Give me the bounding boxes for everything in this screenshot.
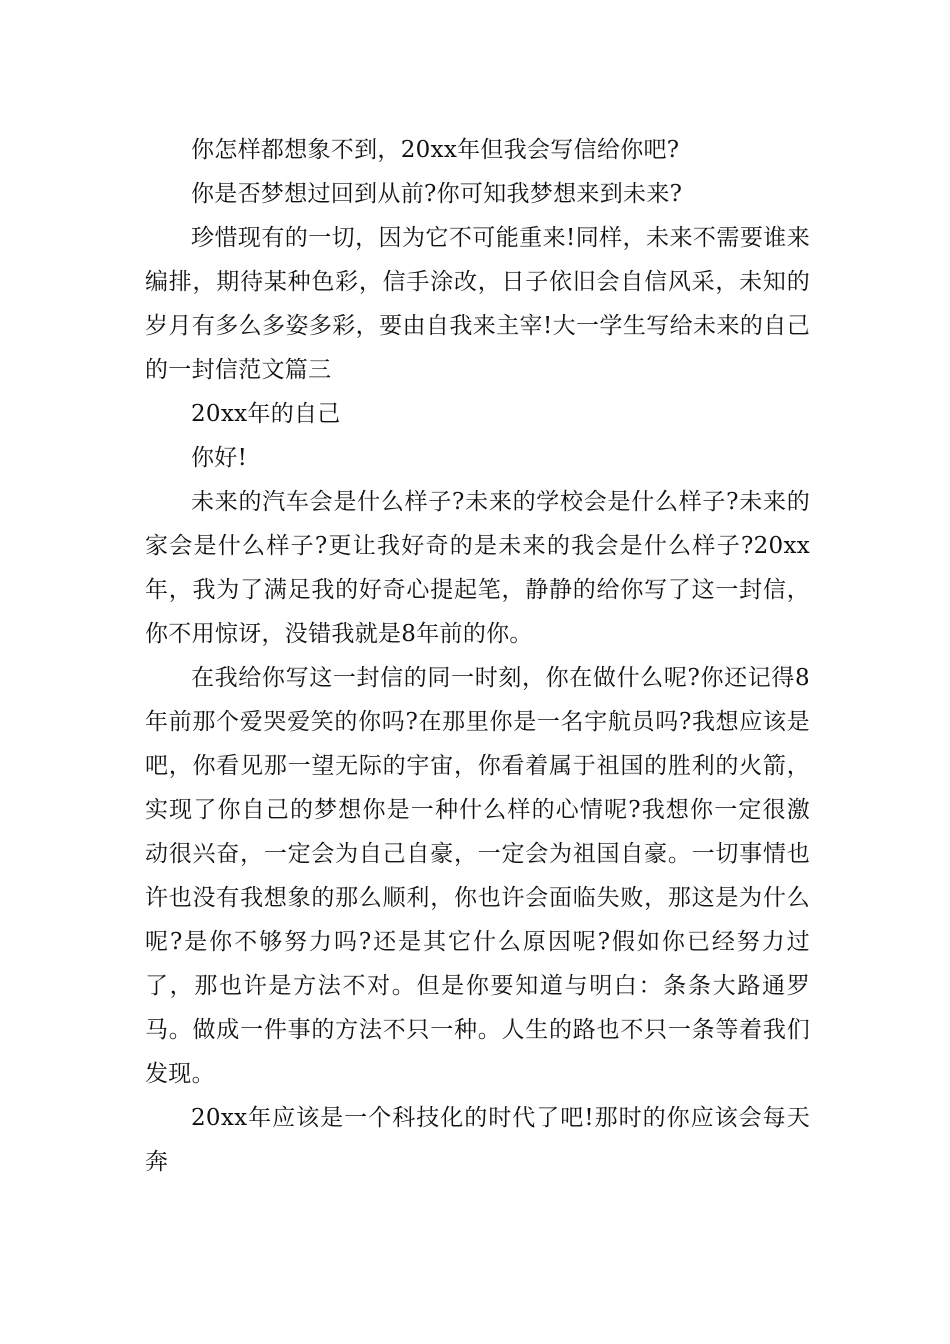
paragraph-6: 未来的汽车会是什么样子?未来的学校会是什么样子?未来的家会是什么样子?更让我好奇的是未来的我会是什么样子?20xx年，我为了满足我的好奇心提起笔，静静的给你写了这一封信，你不用惊讶，没错我就是8年前的你。 xyxy=(145,489,810,647)
document-body xyxy=(145,128,810,1184)
paragraph-7: 在我给你写这一封信的同一时刻，你在做什么呢?你还记得8年前那个爱哭爱笑的你吗?在那里你是一名宇航员吗?我想应该是吧，你看见那一望无际的宇宙，你看着属于祖国的胜利的火箭，实现了你自己的梦想你是一种什么样的心情呢?我想你一定很激动很兴奋，一定会为自己自豪，一定会为祖国自豪。一切事情也许也没有我想象的那么顺利，你也许会面临失败，那这是为什么呢?是你不够努力吗?还是其它什么原因呢?假如你已经努力过了，那也许是方法不对。但是你要知道与明白：条条大路通罗马。做成一件事的方法不只一种。人生的路也不只一条等着我们发现。 xyxy=(145,665,810,1087)
paragraph-8: 20xx年应该是一个科技化的时代了吧!那时的你应该会每天奔 xyxy=(145,1105,810,1175)
paragraph-2: 你是否梦想过回到从前?你可知我梦想来到未来? xyxy=(191,181,683,207)
paragraph-1: 你怎样都想象不到，20xx年但我会写信给你吧? xyxy=(191,137,680,163)
letter-salutation-year: 20xx年的自己 xyxy=(191,401,341,427)
paragraph-3: 珍惜现有的一切，因为它不可能重来!同样，未来不需要谁来编排，期待某种色彩，信手涂改，日子依旧会自信风采，未知的岁月有多么多姿多彩，要由自我来主宰!大一学生写给未来的自己的一封信范文篇三 xyxy=(145,225,810,383)
letter-greeting: 你好! xyxy=(191,445,248,471)
